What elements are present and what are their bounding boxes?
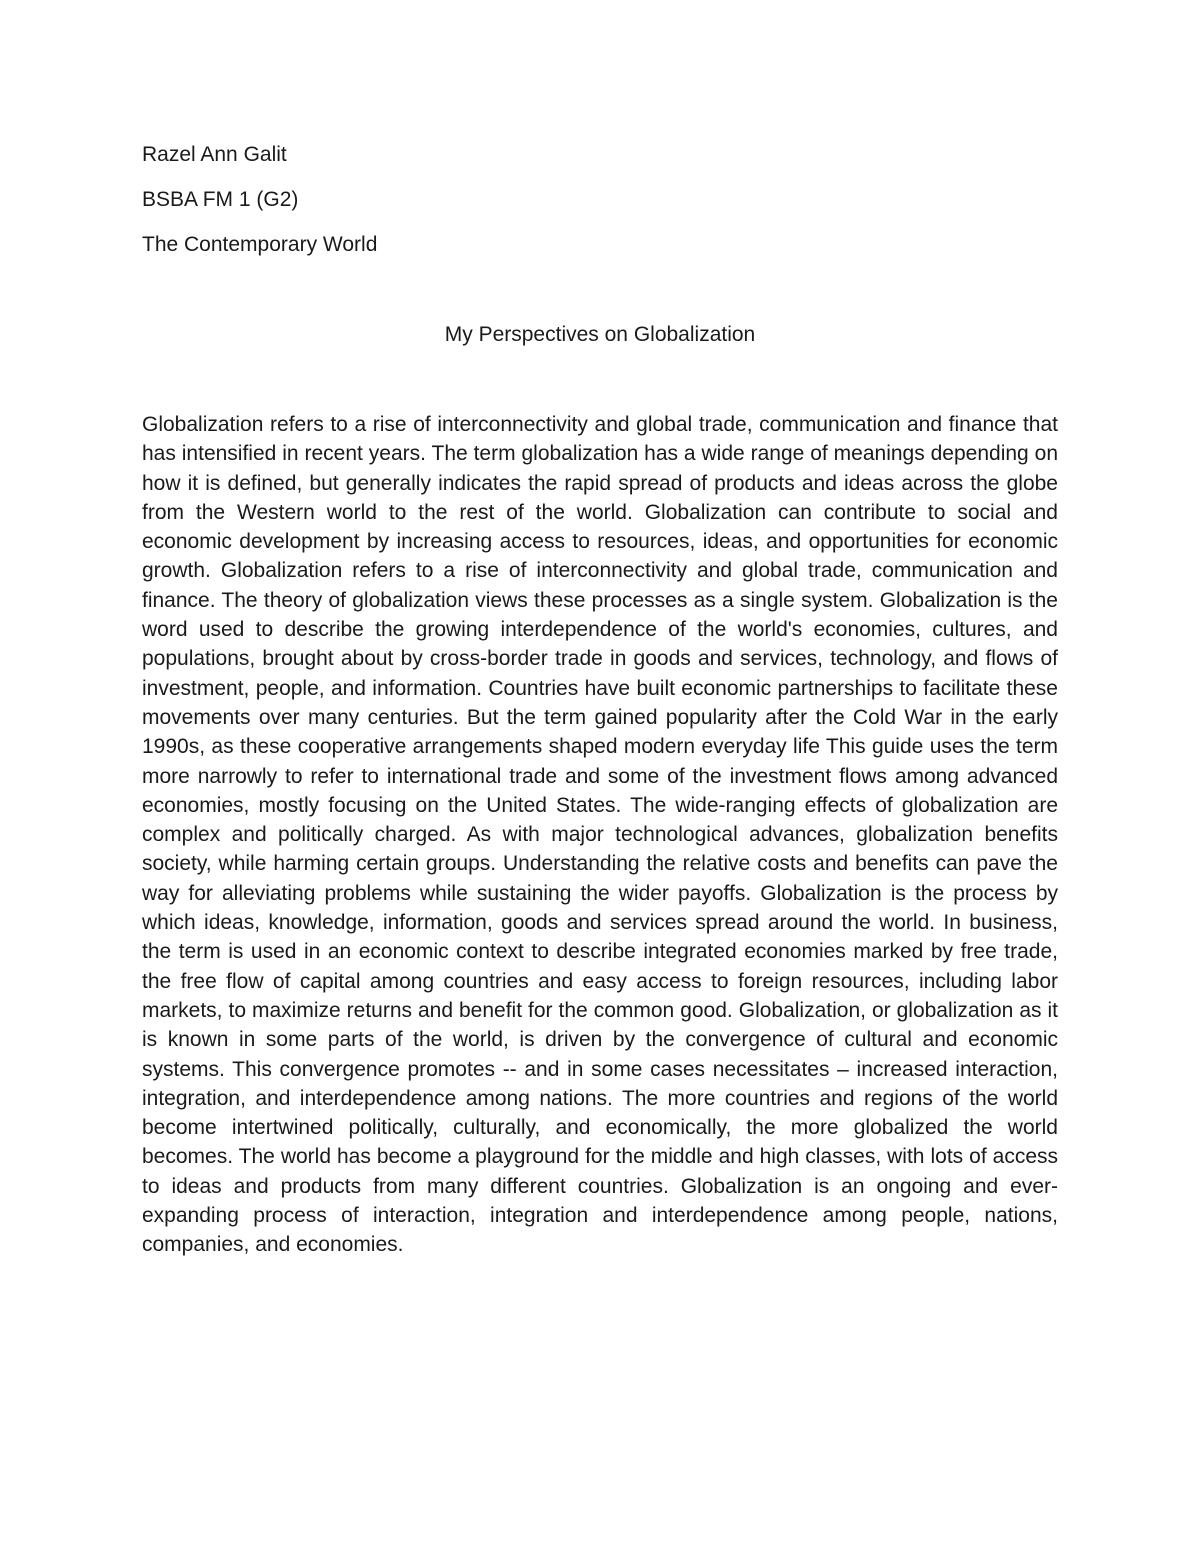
- subject-name: The Contemporary World: [142, 233, 378, 256]
- course-section: BSBA FM 1 (G2): [142, 188, 299, 211]
- author-name: Razel Ann Galit: [142, 143, 287, 166]
- document-title: My Perspectives on Globalization: [444, 323, 756, 346]
- body-paragraph: Globalization refers to a rise of interconnectivity and global trade, communication and finance that has intensified in recent years. The term globalization has a wide range of meanings depending on how it is defined, but generally indicates the rapid spread of products and ideas across the globe from the Western world to the rest of the world. Globalization can contribute to social and economic development by increasing access to resources, ideas, and opportunities for economic growth. Globalization refers to a rise of interconnectivity and global trade, communication and finance. The theory of globalization views these processes as a single system. Globalization is the word used to describe the growing interdependence of the world's economies, cultures, and populations, brought about by cross-border trade in goods and services, technology, and flows of investment, people, and information. Countries have built economic partnerships to facilitate these movements over many centuries. But the term gained popularity after the Cold War in the early 1990s, as these cooperative arrangements shaped modern everyday life This guide uses the term more narrowly to refer to international trade and some of the investment flows among advanced economies, mostly focusing on the United States. The wide-ranging effects of globalization are complex and politically charged. As with major technological advances, globalization benefits society, while harming certain groups. Understanding the relative costs and benefits can pave the way for alleviating problems while sustaining the wider payoffs. Globalization is the process by which ideas, knowledge, information, goods and services spread around the world. In business, the term is used in an economic context to describe integrated economies marked by free trade, the free flow of capital among countries and easy access to foreign resources, including labor markets, to maximize returns and benefit for the common good. Globalization, or globalization as it is known in some parts of the world, is driven by the convergence of cultural and economic systems. This convergence promotes -- and in some cases necessitates – increased interaction, integration, and interdependence among nations. The more countries and regions of the world become intertwined politically, culturally, and economically, the more globalized the world becomes. The world has become a playground for the middle and high classes, with lots of access to ideas and products from many different countries. Globalization is an ongoing and ever-expanding process of interaction, integration and interdependence among people, nations, companies, and economies.: [142, 413, 1058, 1257]
- document-header: [142, 140, 642, 275]
